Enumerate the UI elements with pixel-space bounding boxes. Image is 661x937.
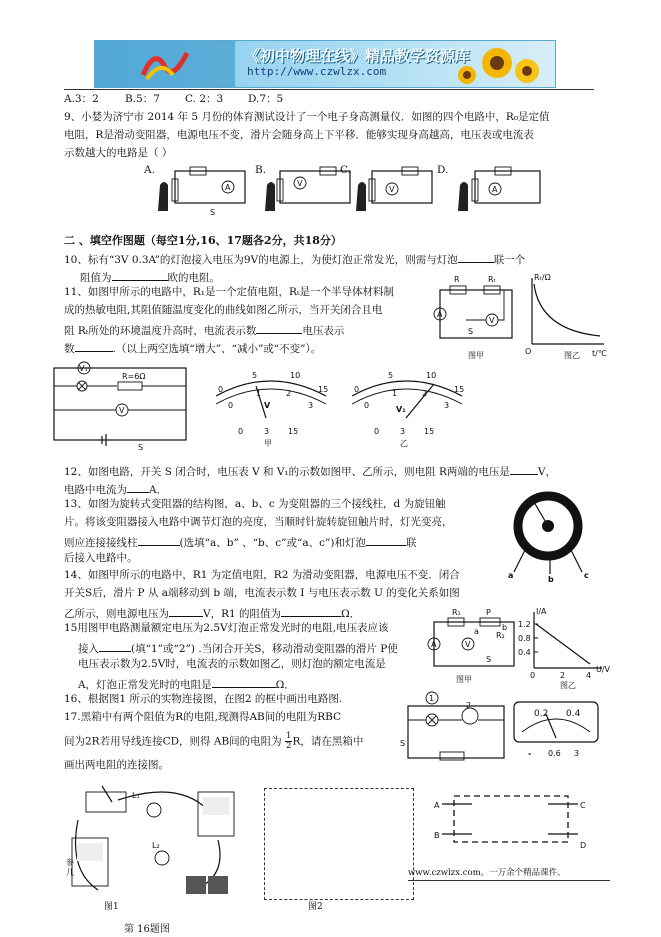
q11-line4 xyxy=(64,339,321,357)
q13-text-3a: 则应连接接线柱 xyxy=(64,537,138,549)
q11-graph-yi xyxy=(525,273,607,360)
q11-blank-2[interactable] xyxy=(75,339,113,352)
q15-text-4a: A，灯泡正常发光时的电阻是 xyxy=(78,679,212,691)
q9-line1: 9、小婪为济宁市 2014 年 5 月份的体育测试设计了一个电子身高测量仪．如图的四个电路中，R₀是定值 xyxy=(64,111,550,123)
q15-circuit-jia xyxy=(428,608,514,684)
q13-label-d: d xyxy=(536,493,542,502)
q15-xtick-2: 4 xyxy=(586,671,592,680)
q17-line2 xyxy=(64,732,363,751)
q10-text-3: 阻值为 xyxy=(80,272,112,284)
fig1-caption: 图1 xyxy=(104,902,119,912)
q15-fig-yi: 图乙 xyxy=(560,681,576,690)
section2-title: 二 、填空作图题（每空1分,16、17题各2分，共18分） xyxy=(64,234,342,247)
q15-line2 xyxy=(78,639,398,657)
q15-figures xyxy=(430,608,610,688)
q12-jia-tick-10: 10 xyxy=(290,371,301,380)
q12-yi-sub-2: 2 xyxy=(422,389,428,398)
q15-blank-2[interactable] xyxy=(212,675,276,688)
fig2-caption: 图2 xyxy=(308,902,323,912)
q15-label-p: P xyxy=(486,608,491,617)
q11-axis-y: Rₜ/Ω xyxy=(534,273,551,282)
q11-label-rt: Rₜ xyxy=(488,275,496,284)
banner-url: http://www.czwlzx.com xyxy=(247,65,387,78)
svg-text:A: A xyxy=(492,185,498,194)
q15-label-a: A xyxy=(431,640,437,649)
q12-yi-term-3: 3 xyxy=(400,427,406,436)
q12-jia-sub-0: 0 xyxy=(228,401,234,410)
q17-am-term-06: 0.6 xyxy=(548,749,561,758)
q17-am-term-neg: - xyxy=(528,749,532,758)
q17-switch: S xyxy=(400,739,406,748)
q15-label-a-end: a xyxy=(474,627,479,636)
q9-circuit-c xyxy=(356,167,432,211)
q11-text-4a: 数 xyxy=(64,343,75,355)
q13-line4: 后接入电路中。 xyxy=(64,552,138,564)
q9-option-b: B. xyxy=(255,164,267,176)
q15-xtick-1: 2 xyxy=(560,671,566,680)
q15-axis-x: U/V xyxy=(596,665,611,674)
q9-circuit-b xyxy=(265,167,350,211)
q16-line: 16、根据图1 所示的实物连接图，在图2 的框中画出电路图. xyxy=(64,693,343,705)
q13-line1: 13、如图为旋转式变阻器的结构图，a、b、c 为变阻器的三个接线柱，d 为旋钮触 xyxy=(64,498,446,510)
q17-circuit xyxy=(400,690,510,770)
q12-yi-tick-5: 5 xyxy=(388,371,394,380)
q17-am-tick-1: 0.2 xyxy=(534,709,549,719)
q12-blank-1[interactable] xyxy=(510,462,538,475)
q12-line2 xyxy=(64,480,167,498)
q15-graph-yi xyxy=(518,607,611,690)
q12-yi-sub-0: 0 xyxy=(364,401,370,410)
q12-jia-sub-2: 2 xyxy=(286,389,292,398)
q11-text-3a: 阻 Rₜ所处的环境温度升高时，电流表示数 xyxy=(64,325,257,337)
q11-text-4b: .（以上两空选填“增大”、“减小”或“不变”）。 xyxy=(112,343,322,355)
q12-jia-sub-3: 3 xyxy=(308,401,314,410)
q17-box-b: B xyxy=(434,831,440,840)
q13-rotary-resistor xyxy=(506,490,606,584)
q12-jia-tick-0: 0 xyxy=(218,385,224,394)
q15-label-b-end: b xyxy=(502,623,508,632)
q12-label-v: V xyxy=(119,406,125,415)
q12-blank-2[interactable] xyxy=(127,480,149,493)
q12-yi-tick-10: 10 xyxy=(426,371,437,380)
q11-fig-yi-caption: 图乙 xyxy=(564,351,580,360)
q12-yi-tick-15: 15 xyxy=(454,385,465,394)
q12-yi-sub-3: 3 xyxy=(444,401,450,410)
q15-xtick-0: 0 xyxy=(530,671,536,680)
q12-jia-sub-1: 1 xyxy=(256,389,262,398)
q9-circuit-d xyxy=(458,167,540,211)
svg-text:V: V xyxy=(389,185,395,194)
footer-rule xyxy=(408,880,610,881)
q11-label-a: A xyxy=(437,310,443,319)
q15-label-v: V xyxy=(465,640,471,649)
q12-label-r: R=6Ω xyxy=(122,372,146,381)
q12-yi-caption: 乙 xyxy=(400,439,408,448)
q11-fig-jia-caption: 图甲 xyxy=(468,351,484,360)
q12-jia-tick-5: 5 xyxy=(252,371,258,380)
q9-option-c: C. xyxy=(340,164,351,176)
q12-meter-yi xyxy=(346,368,476,448)
q15-axis-y: I/A xyxy=(536,607,547,616)
q17-line3: 画出两电阻的连接图。 xyxy=(64,759,169,771)
banner-title: 《初中物理在线》精品教学资源库 xyxy=(245,47,471,65)
svg-text:S: S xyxy=(210,208,216,217)
q14-text-3c: Ω． xyxy=(341,608,361,620)
q10-text-1: 10、标有“3V 0.3A”的灯泡接入电压为9V的电源上，为使灯泡正常发光，则需与灯泡 xyxy=(64,254,458,266)
q12-jia-tick-15: 15 xyxy=(318,385,329,394)
q12-label-v1: V₁ xyxy=(79,364,88,373)
prev-answer-d: D.7：5 xyxy=(248,93,284,105)
q10-line1 xyxy=(64,250,525,268)
q11-label-s: S xyxy=(468,327,474,336)
q15-label-s: S xyxy=(486,655,492,664)
q14-line2: 开关S后，滑片 P 从 a端移动到 b 端，电流表示数 I 与电压表示数 U 的变化关系如图 xyxy=(64,587,460,599)
q10-blank-1[interactable] xyxy=(458,250,494,263)
q17-frac-num: 1 xyxy=(286,731,292,741)
q9-circuit-a xyxy=(158,167,245,217)
q11-blank-1[interactable] xyxy=(256,321,302,334)
q15-label-r2: R₂ xyxy=(496,631,505,640)
q12-jia-term-3: 3 xyxy=(264,427,270,436)
q13-blank-1[interactable] xyxy=(138,533,180,546)
q10-text-2: 联一个 xyxy=(493,254,526,266)
footer-ad: www.czwlzx.com。一万余个精品课件、 xyxy=(408,868,566,878)
q11-label-r: R xyxy=(454,275,460,284)
q14-text-3b: V，R1 的阻值为 xyxy=(203,608,282,620)
q9-option-d: D. xyxy=(437,164,449,176)
q12-yi-sub-1: 1 xyxy=(392,389,398,398)
q12-jia-term-0: 0 xyxy=(238,427,244,436)
header-banner xyxy=(94,40,556,88)
q13-text-3c: 联 xyxy=(405,537,417,549)
q15-line3: 电压表示数为2.5V时，电流表的示数如图乙，则灯泡的额定电流是 xyxy=(78,658,386,670)
q15-text-4b: Ω． xyxy=(275,679,295,691)
q15-text-2b: (填“1”或“2”) .当闭合开关S，移动滑动变阻器的滑片 P使 xyxy=(131,643,398,655)
q13-label-b: b xyxy=(548,575,554,584)
q13-label-c: c xyxy=(584,571,589,580)
q9-line3: 示数越大的电路是（ ） xyxy=(64,147,173,159)
q11-text-3b: 电压表示 xyxy=(302,325,345,337)
header-rule xyxy=(64,89,594,90)
q15-ytick-2: 0.8 xyxy=(518,634,531,643)
q12-text-2a: 电路中电流为 xyxy=(64,484,127,496)
fig1-l1: L₁ xyxy=(132,791,140,800)
q15-text-2a: 接入 xyxy=(78,643,99,655)
q11-figures xyxy=(428,272,608,362)
q15-line1: 15用图甲电路测量额定电压为2.5V灯泡正常发光时的电阻,电压表应该 xyxy=(64,622,389,634)
fig2-drawing-frame[interactable] xyxy=(264,788,414,900)
prev-answer-b: B.5：7 xyxy=(125,93,160,105)
q14-text-3a: 乙所示，则电源电压为 xyxy=(64,608,169,620)
q12-text-1b: V， xyxy=(537,466,556,478)
q13-line2: 片。将该变阻器接入电路中调节灯泡的亮度，当顺时针旋转旋钮触片时，灯光变亮， xyxy=(64,516,453,528)
q10-line2 xyxy=(80,268,220,286)
fig1-side-chars: 参 几 xyxy=(66,858,74,877)
q13-line3 xyxy=(64,533,416,551)
q15-ytick-1: 1.2 xyxy=(518,620,531,629)
prev-answer-c: C. 2：3 xyxy=(185,93,224,105)
q17-box-a: A xyxy=(434,801,440,810)
q15-blank-1[interactable] xyxy=(99,639,131,652)
q11-label-v: V xyxy=(489,316,495,325)
q10-blank-2[interactable] xyxy=(112,268,168,281)
q15-label-r1: R₁ xyxy=(452,608,461,617)
q17-am-tick-2: 0.4 xyxy=(566,709,581,719)
q15-line4 xyxy=(78,675,295,693)
q12-text-2b: A． xyxy=(149,484,168,496)
q12-yi-label: V₁ xyxy=(396,405,406,414)
q17-box-c: C xyxy=(580,801,586,810)
q11-line3 xyxy=(64,321,344,339)
fig1-physical-circuit xyxy=(58,780,258,900)
q11-circuit-jia xyxy=(434,275,512,360)
q17-box-d: D xyxy=(580,841,587,850)
q14-blank-2[interactable] xyxy=(281,604,341,617)
q12-jia-label: V xyxy=(264,401,271,410)
q13-blank-2[interactable] xyxy=(366,533,406,546)
q17-frac-den: 2 xyxy=(286,741,292,751)
q11-line2: 成的热敏电阻,其阻值随温度变化的曲线如图乙所示，当开关闭合且电 xyxy=(64,304,383,316)
q14-line1: 14、如图甲所示的电路中，R1 为定值电阻，R2 为滑动变阻器，电源电压不变．闭合 xyxy=(64,569,460,581)
q15-ytick-3: 0.4 xyxy=(518,648,531,657)
q12-label-s: S xyxy=(138,443,144,452)
q12-circuit xyxy=(52,362,202,452)
q17-meter-1: 1 xyxy=(429,694,435,703)
q17-am-term-3: 3 xyxy=(574,749,580,758)
q9-option-a: A. xyxy=(144,164,155,176)
q12-yi-tick-0: 0 xyxy=(354,385,360,394)
q9-circuit-diagrams xyxy=(150,165,630,225)
fig-caption-16: 第 16题图 xyxy=(124,924,170,935)
svg-text:A: A xyxy=(225,183,231,192)
q12-meter-jia xyxy=(210,368,340,448)
q17-black-box xyxy=(432,790,602,860)
q13-label-a: a xyxy=(508,571,514,580)
q12-yi-term-0: 0 xyxy=(374,427,380,436)
q17-text-2a: 间为2R若用导线连接CD，则得 AB间的电阻为 xyxy=(64,735,282,748)
q11-origin: O xyxy=(525,347,532,356)
q11-axis-x: t/℃ xyxy=(592,349,607,358)
q14-blank-1[interactable] xyxy=(169,604,203,617)
fig1-l2: L₂ xyxy=(152,841,160,850)
q17-meter-2: 2 xyxy=(466,701,472,710)
q15-fig-jia: 图甲 xyxy=(456,675,472,684)
q13-text-3b: (选填“a、b” 、“b、c”或“a、c”)和灯泡 xyxy=(179,537,366,549)
q9-line2: 电阻，R是滑动变阻器，电源电压不变，滑片会随身高上下平移．能够实现身高越高，电压表或电流表 xyxy=(64,129,534,141)
q12-line1 xyxy=(64,462,556,480)
svg-text:V: V xyxy=(297,179,303,188)
q17-text-2b: R，请在黑箱中 xyxy=(292,735,364,748)
prev-answer-a: A.3：2 xyxy=(64,93,99,105)
q14-line3 xyxy=(64,604,360,622)
q17-line1: 17.黑箱中有两个阻值为R的电阻,现测得AB间的电阻为RBC xyxy=(64,711,342,723)
q10-text-4: 欧的电阻。 xyxy=(167,272,220,284)
q12-text-1: 12、如图电路，开关 S 闭合时，电压表 V 和 V₁的示数如图甲、乙所示，则电阻 R两端的电压是 xyxy=(64,466,510,478)
q12-jia-term-15: 15 xyxy=(288,427,299,436)
q12-yi-term-15: 15 xyxy=(424,427,435,436)
q12-jia-caption: 甲 xyxy=(264,439,272,448)
q17-ammeter xyxy=(512,700,602,760)
q11-line1: 11、如图甲所示的电路中，R₁是一个定值电阻，Rₜ是一个半导体材料制 xyxy=(64,286,394,298)
